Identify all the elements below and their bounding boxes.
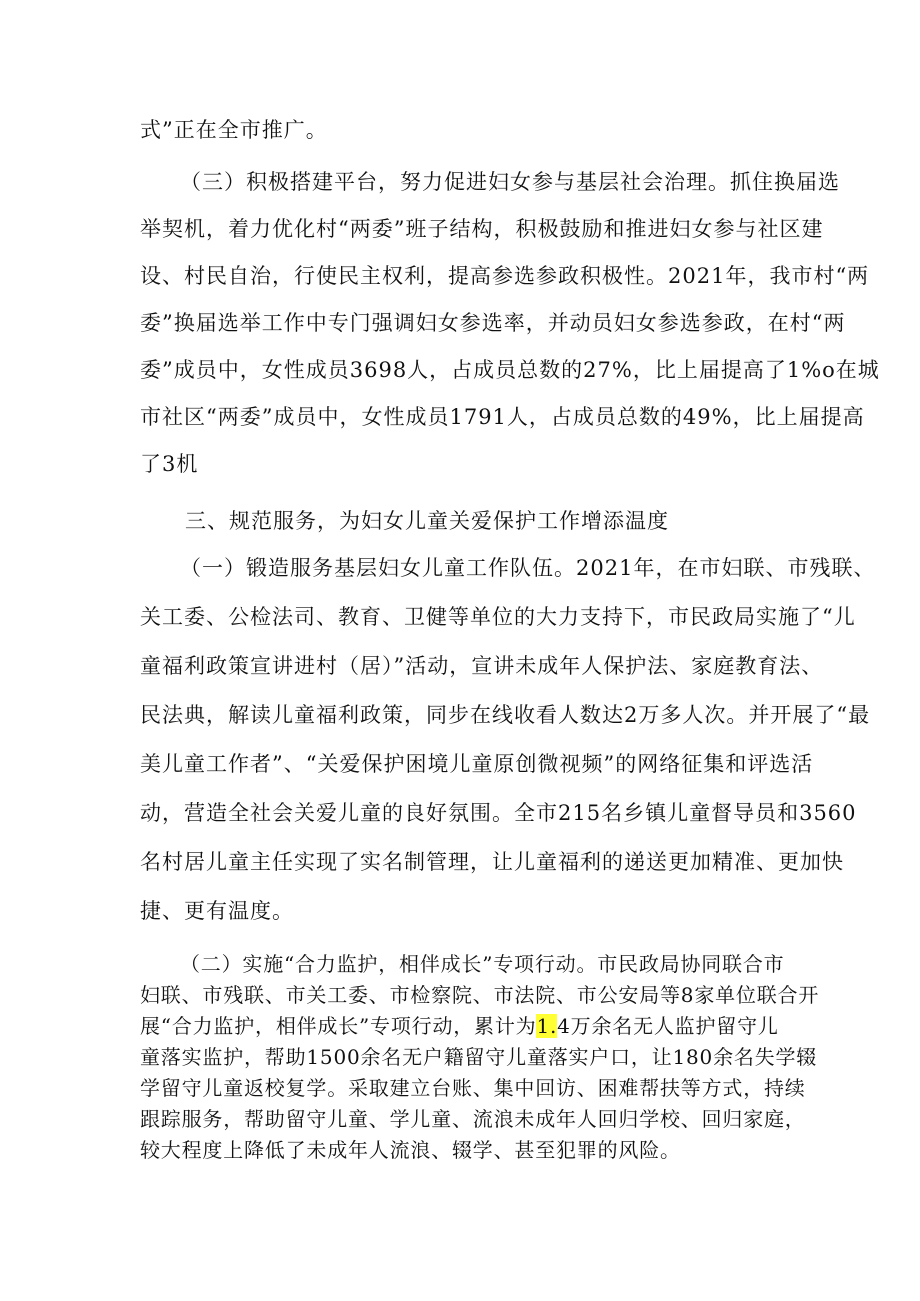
text-line-highlight [140,1012,779,1040]
text-line: 委”换届选举工作中专门强调妇女参选率，并动员妇女参选参政，在村“两 [140,311,846,335]
text-line: 举契机，着力优化村“两委”班子结构，积极鼓励和推进妇女参与社区建 [140,217,824,241]
text-line: 式”正在全市推广。 [140,118,328,142]
text-line: 市社区“两委”成员中，女性成员1791人，占成员总数的49%，比上届提高 [140,405,865,429]
text-line: 名村居儿童主任实现了实名制管理，让儿童福利的递送更加精准、更加快 [140,850,844,874]
text-line: 捷、更有温度。 [140,899,294,923]
text-line: （二）实施“合力监护，相伴成长”专项行动。市民政局协同联合市 [180,952,785,976]
text-line: 民法典，解读儿童福利政策，同步在线收看人数达2万多人次。并开展了“最 [140,703,871,727]
text-line: 学留守儿童返校复学。采取建立台账、集中回访、困难帮扶等方式，持续 [140,1076,806,1100]
text-line: 童落实监护，帮助1500余名无户籍留守儿童落实户口，让180余名失学辍 [140,1045,818,1069]
highlighted-text: 1. [536,1014,558,1038]
text-line: 较大程度上降低了未成年人流浪、辍学、甚至犯罪的风险。 [140,1138,681,1162]
text-line: 跟踪服务，帮助留守儿童、学儿童、流浪未成年人回归学校、回归家庭， [140,1107,806,1131]
text-segment: 4万余名无人监护留守儿 [557,1014,779,1038]
text-line: 童福利政策宣讲进村（居）”活动，宣讲未成年人保护法、家庭教育法、 [140,654,824,678]
text-line: 委”成员中，女性成员3698人，占成员总数的27%，比上届提高了1%o在城 [140,358,880,382]
section-heading: 三、规范服务，为妇女儿童关爱保护工作增添温度 [185,509,669,533]
text-line: 了3机 [140,452,199,476]
text-line: 美儿童工作者”、“关爱保护困境儿童原创微视频”的网络征集和评选活 [140,752,814,776]
text-line: （一）锻造服务基层妇女儿童工作队伍。2021年，在市妇联、市残联、 [180,556,876,580]
text-line: 设、村民自治，行使民主权利，提高参选参政积极性。2021年，我市村“两 [140,264,870,288]
text-line: 动，营造全社会关爱儿童的良好氛围。全市215名乡镇儿童督导员和3560 [140,801,857,825]
text-line: 妇联、市残联、市关工委、市检察院、市法院、市公安局等8家单位联合开 [140,983,820,1007]
text-segment: 展“合力监护，相伴成长”专项行动，累计为 [140,1014,537,1038]
text-line: （三）积极搭建平台，努力促进妇女参与基层社会治理。抓住换届选 [180,170,840,194]
text-line: 关工委、公检法司、教育、卫健等单位的大力支持下，市民政局实施了“儿 [140,605,856,629]
